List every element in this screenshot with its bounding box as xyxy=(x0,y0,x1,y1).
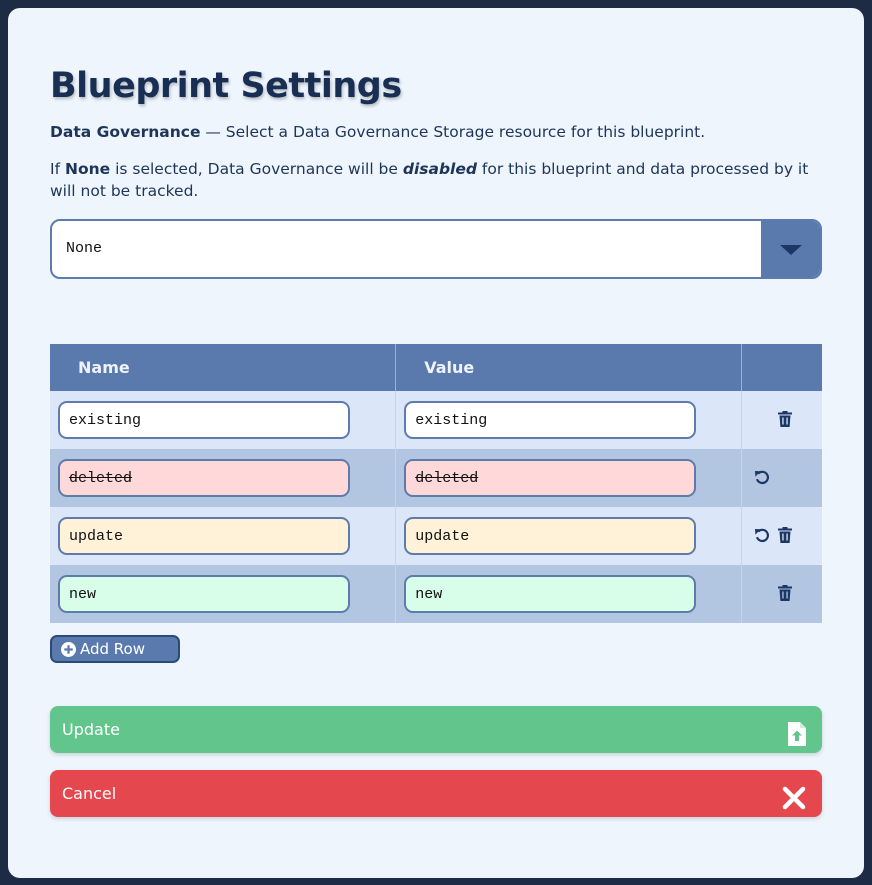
add-row-label: Add Row xyxy=(80,640,146,658)
update-label: Update xyxy=(62,720,120,739)
note-text-a: If xyxy=(50,160,65,178)
name-input[interactable] xyxy=(58,401,350,439)
name-input[interactable] xyxy=(58,517,350,555)
governance-storage-select[interactable] xyxy=(50,219,822,279)
actions-cell xyxy=(742,565,822,623)
value-column-header: Value xyxy=(396,344,742,391)
note-disabled-emphasis: disabled xyxy=(402,160,477,178)
trash-icon[interactable] xyxy=(778,585,792,601)
table-header-row xyxy=(50,344,822,391)
governance-label: Data Governance xyxy=(50,123,201,141)
name-cell xyxy=(50,391,396,449)
cancel-button[interactable] xyxy=(50,770,822,817)
file-upload-icon xyxy=(788,717,806,764)
actions-cell xyxy=(742,507,822,565)
note-text-c: for this blueprint and data processed by it will not be tracked. xyxy=(50,160,809,200)
table-row xyxy=(50,391,822,449)
governance-description xyxy=(50,121,830,143)
blueprint-settings-dialog xyxy=(8,8,864,878)
select-dropdown-button[interactable] xyxy=(761,221,820,277)
plus-circle-icon xyxy=(61,640,76,664)
value-cell xyxy=(396,449,742,507)
value-cell xyxy=(396,565,742,623)
note-text-b: is selected, Data Governance will be xyxy=(110,160,403,178)
note-none-bold: None xyxy=(64,160,111,178)
value-input[interactable] xyxy=(404,459,696,497)
undo-icon[interactable] xyxy=(754,469,770,485)
value-input[interactable] xyxy=(404,575,696,613)
properties-table xyxy=(50,344,822,623)
cancel-label: Cancel xyxy=(62,784,117,803)
governance-description-text: — Select a Data Governance Storage resource for this blueprint. xyxy=(200,123,706,141)
value-input[interactable] xyxy=(404,401,696,439)
update-button[interactable] xyxy=(50,706,822,753)
close-icon xyxy=(782,781,806,828)
name-cell xyxy=(50,565,396,623)
name-input[interactable] xyxy=(58,575,350,613)
actions-cell xyxy=(742,449,822,507)
page-title: Blueprint Settings xyxy=(50,66,402,106)
name-cell xyxy=(50,449,396,507)
governance-note xyxy=(50,158,830,202)
select-value: None xyxy=(66,240,103,257)
table-row xyxy=(50,565,822,623)
trash-icon[interactable] xyxy=(778,527,792,543)
table-row xyxy=(50,507,822,565)
undo-icon[interactable] xyxy=(754,527,770,543)
value-cell xyxy=(396,391,742,449)
value-input[interactable] xyxy=(404,517,696,555)
name-cell xyxy=(50,507,396,565)
actions-cell xyxy=(742,391,822,449)
name-column-header: Name xyxy=(50,344,396,391)
name-input[interactable] xyxy=(58,459,350,497)
add-row-button[interactable] xyxy=(50,635,180,663)
chevron-down-icon xyxy=(780,245,802,255)
trash-icon[interactable] xyxy=(778,411,792,427)
value-cell xyxy=(396,507,742,565)
actions-column-header xyxy=(742,344,822,391)
table-row xyxy=(50,449,822,507)
